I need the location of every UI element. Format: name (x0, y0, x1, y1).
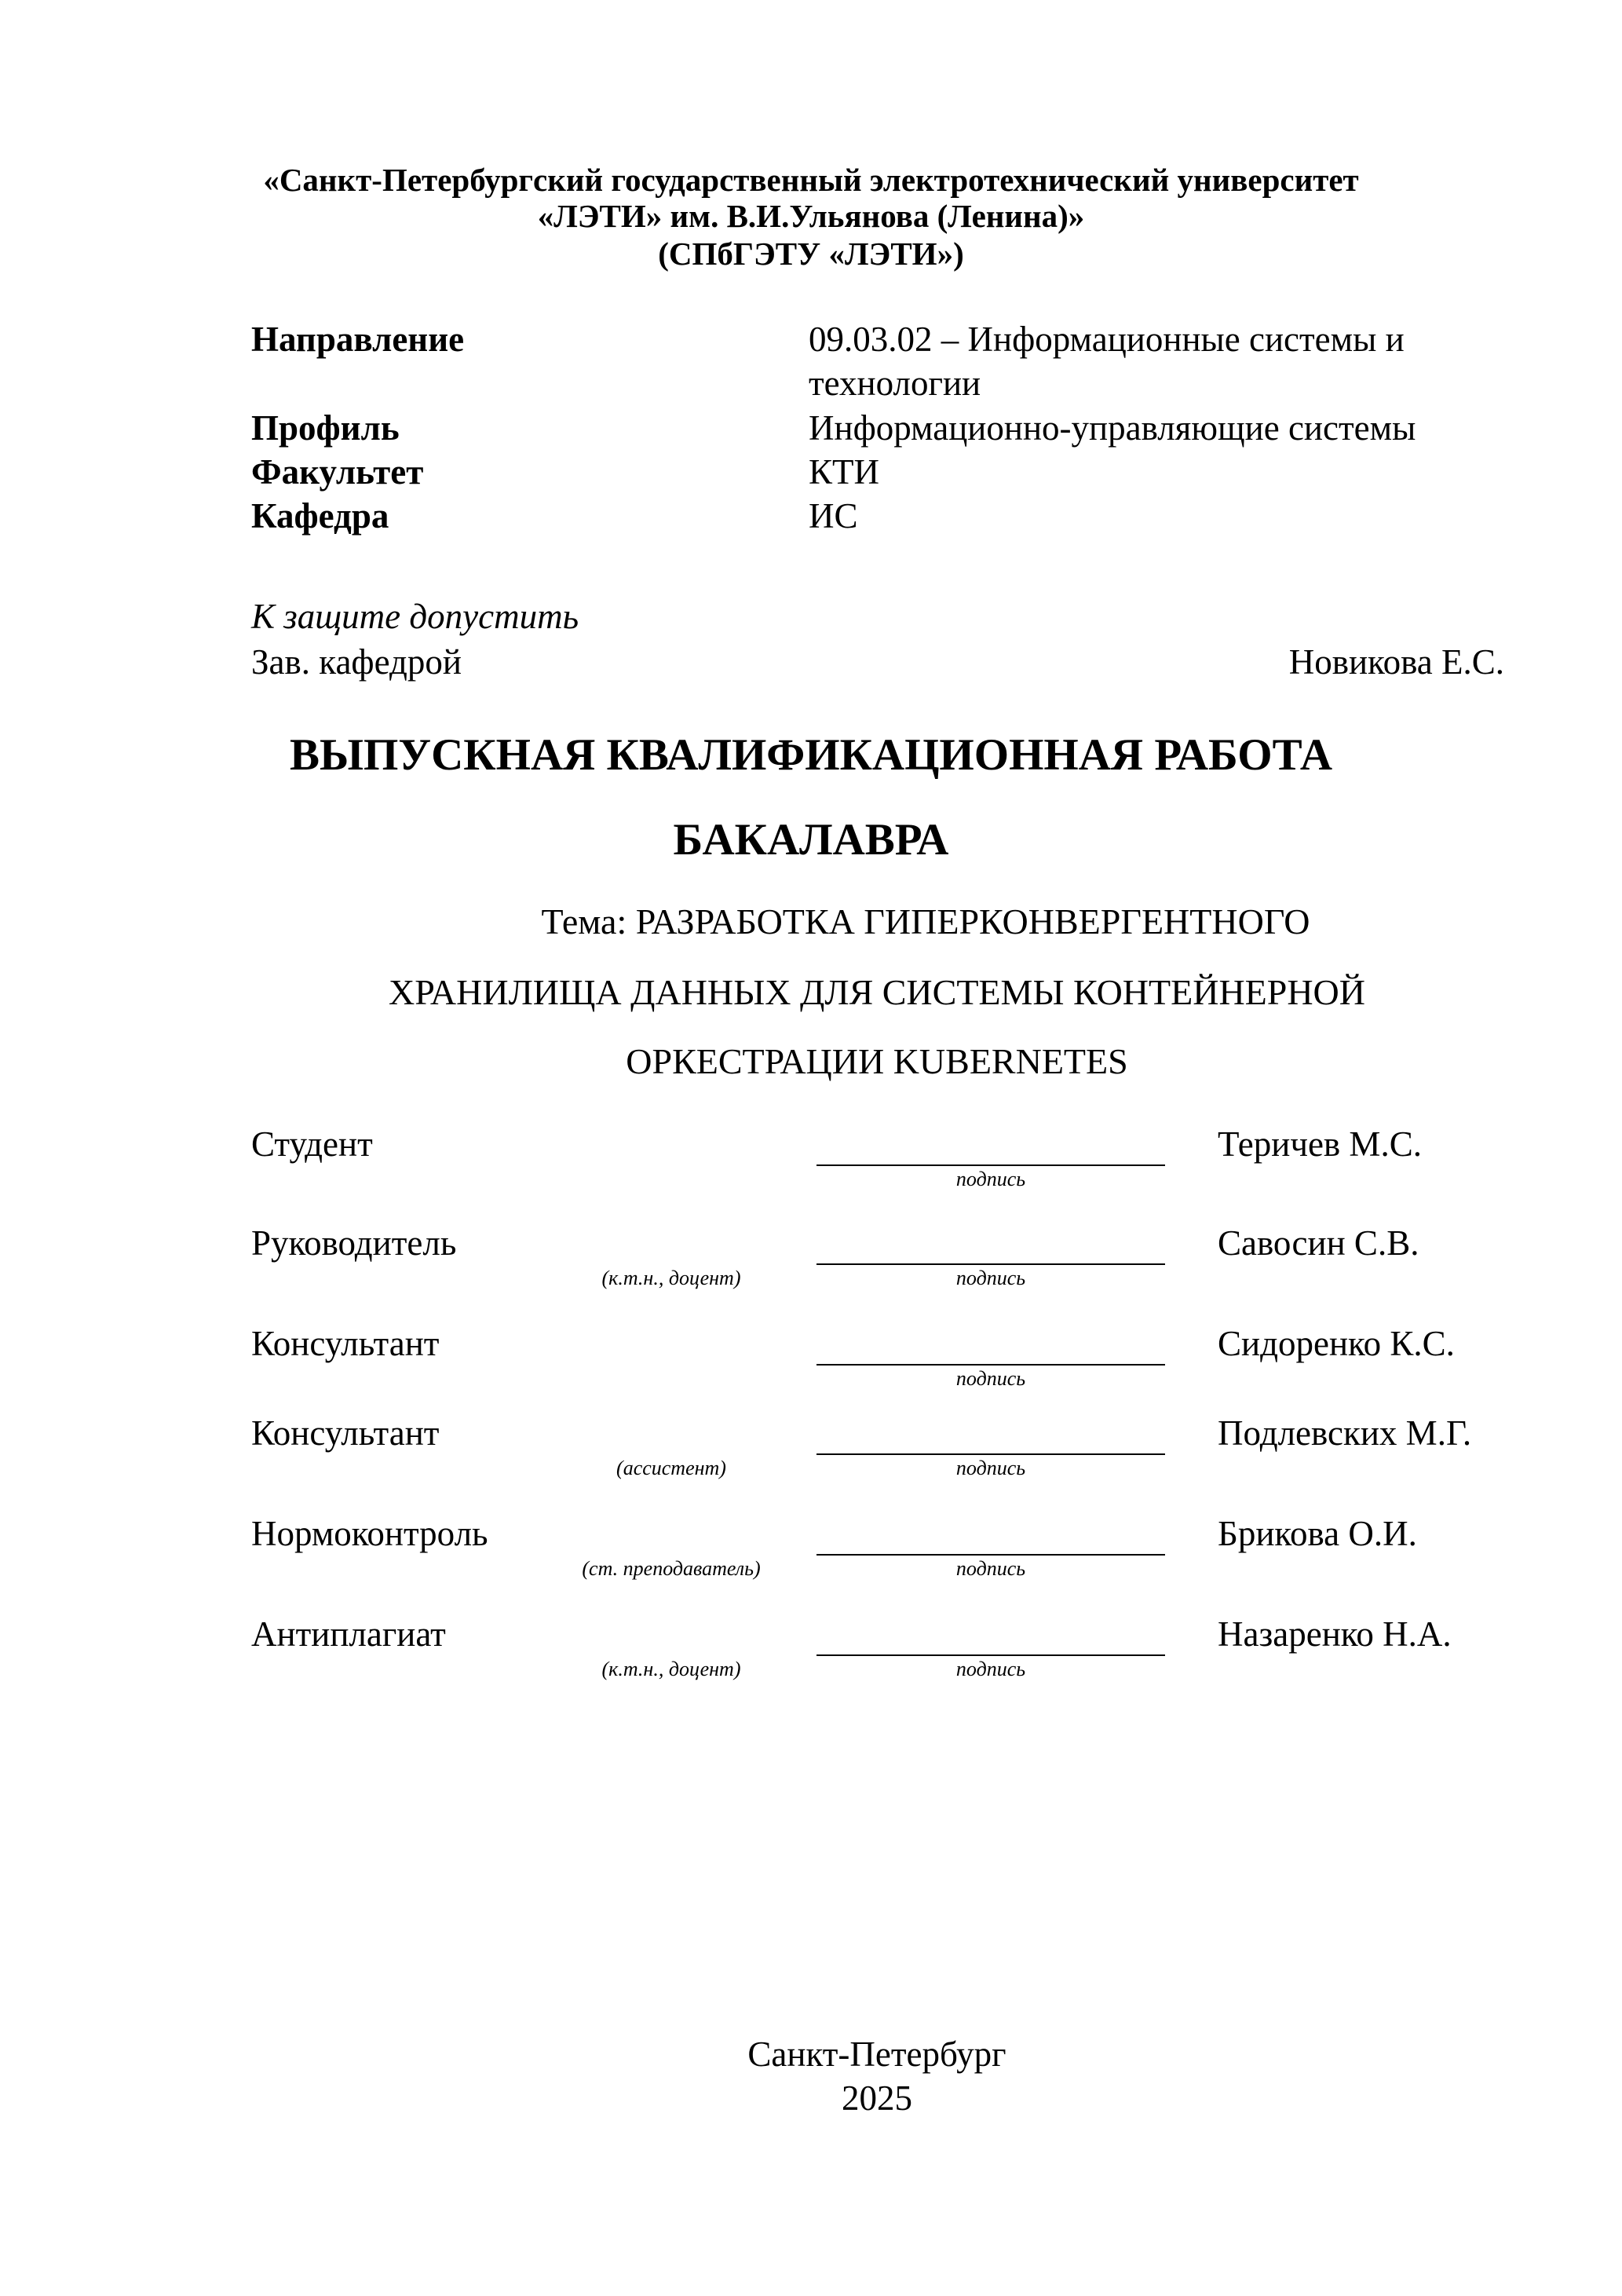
profile-label: Профиль (251, 408, 400, 448)
city: Санкт-Петербург (747, 2035, 1006, 2074)
year: 2025 (842, 2078, 912, 2118)
signature-role: Антиплагиат (251, 1614, 446, 1654)
signer-academic-title: (к.т.н., доцент) (601, 1658, 741, 1680)
signature-role: Руководитель (251, 1223, 457, 1263)
university-abbreviation: (СПбГЭТУ «ЛЭТИ») (658, 236, 964, 272)
faculty-label: Факультет (251, 452, 424, 492)
head-of-department-name: Новикова Е.С. (1288, 642, 1504, 682)
head-of-department-label: Зав. кафедрой (251, 642, 462, 682)
profile-value: Информационно-управляющие системы (809, 408, 1416, 448)
signer-academic-title: (ассистент) (616, 1457, 726, 1479)
signature-caption: подпись (955, 1267, 1026, 1289)
signer-name: Брикова О.И. (1218, 1514, 1417, 1553)
signature-line[interactable] (816, 1364, 1165, 1366)
signature-caption: подпись (955, 1168, 1026, 1190)
direction-value: 09.03.02 – Информационные системы и (809, 320, 1405, 359)
university-name-line2: «ЛЭТИ» им. В.И.Ульянова (Ленина)» (537, 198, 1085, 234)
signer-academic-title: (ст. преподаватель) (582, 1557, 761, 1580)
direction-label: Направление (251, 320, 465, 359)
signature-role: Студент (251, 1124, 373, 1164)
signature-caption: подпись (955, 1658, 1026, 1680)
signature-line[interactable] (816, 1654, 1165, 1656)
direction-value-cont: технологии (809, 364, 981, 403)
signature-line[interactable] (816, 1554, 1165, 1556)
theme-line2: ХРАНИЛИЩА ДАННЫХ ДЛЯ СИСТЕМЫ КОНТЕЙНЕРНОЙ (389, 972, 1365, 1012)
signature-role: Консультант (251, 1324, 440, 1363)
signature-line[interactable] (816, 1164, 1165, 1166)
signer-academic-title: (к.т.н., доцент) (601, 1267, 741, 1289)
document-title-line2: БАКАЛАВРА (673, 815, 949, 865)
signer-name: Теричев М.С. (1218, 1124, 1422, 1164)
signer-name: Савосин С.В. (1218, 1223, 1419, 1263)
approval-note: К защите допустить (251, 597, 579, 636)
faculty-value: КТИ (809, 452, 879, 492)
signature-line[interactable] (816, 1453, 1165, 1455)
university-name-line1: «Санкт-Петербургский государственный электротехнический университет (263, 162, 1359, 198)
signer-name: Назаренко Н.А. (1218, 1614, 1452, 1654)
signer-name: Подлевских М.Г. (1218, 1413, 1472, 1453)
theme-line1: Тема: РАЗРАБОТКА ГИПЕРКОНВЕРГЕНТНОГО (541, 901, 1310, 941)
document-title: ВЫПУСКНАЯ КВАЛИФИКАЦИОННАЯ РАБОТА (289, 730, 1332, 780)
department-value: ИС (809, 496, 858, 536)
signature-caption: подпись (955, 1457, 1026, 1479)
signature-line[interactable] (816, 1263, 1165, 1265)
theme-line3: ОРКЕСТРАЦИИ KUBERNETES (626, 1041, 1128, 1081)
signature-role: Консультант (251, 1413, 440, 1453)
signature-caption: подпись (955, 1557, 1026, 1580)
signer-name: Сидоренко К.С. (1218, 1324, 1455, 1363)
signature-role: Нормоконтроль (251, 1514, 488, 1553)
department-label: Кафедра (251, 496, 389, 536)
signature-caption: подпись (955, 1367, 1026, 1390)
